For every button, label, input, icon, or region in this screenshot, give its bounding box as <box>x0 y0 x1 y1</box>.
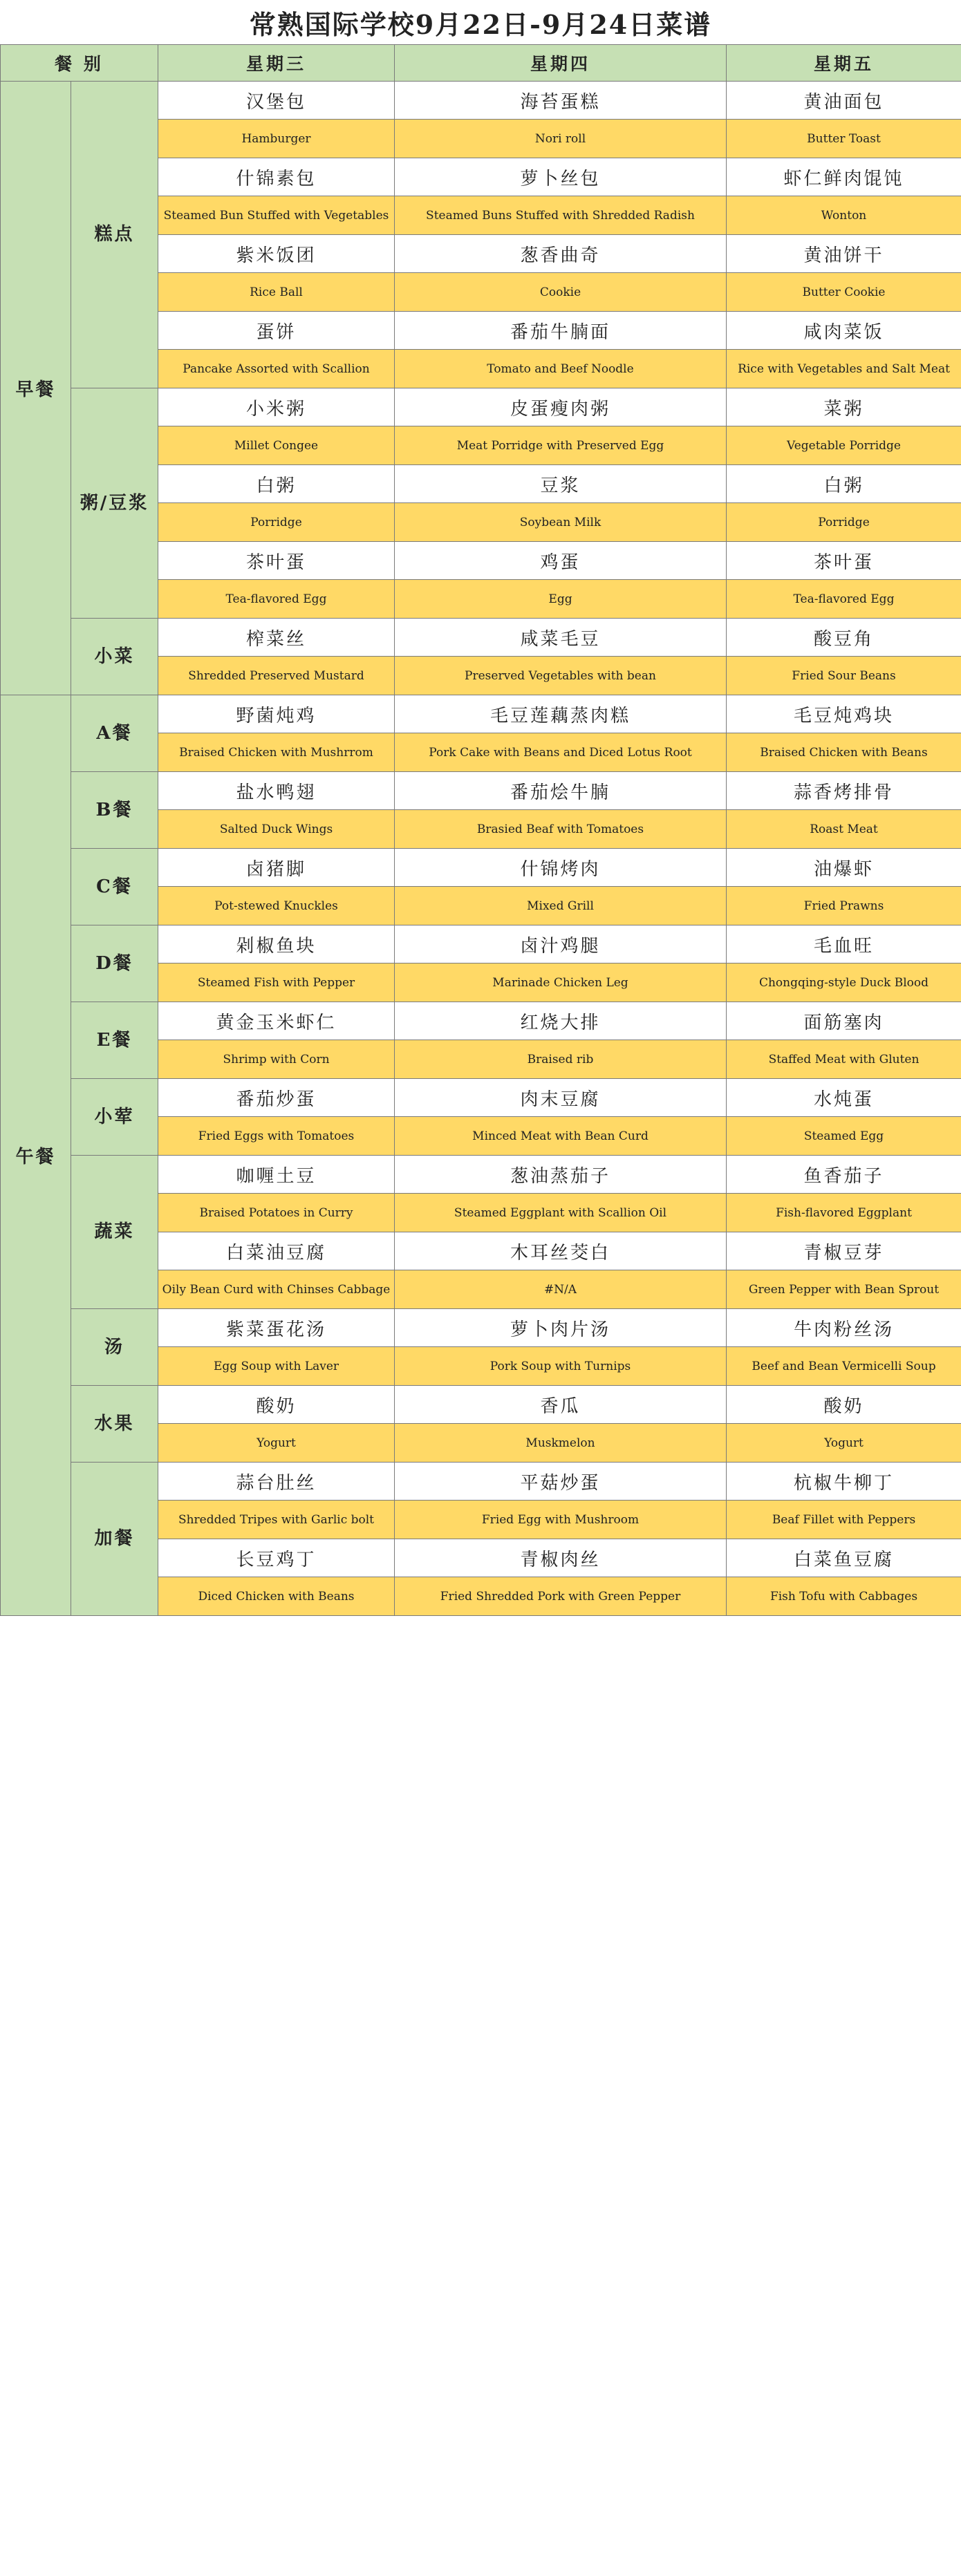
dish-name-english: Fish Tofu with Cabbages <box>727 1577 961 1616</box>
dish-row <box>1 925 961 963</box>
dish-name-english: Wonton <box>727 196 961 235</box>
dish-name: 酸奶 <box>727 1386 961 1424</box>
dish-name: 鸡蛋 <box>395 542 727 580</box>
dish-name: 卤汁鸡腿 <box>395 925 727 963</box>
dish-name-english: Soybean Milk <box>395 503 727 542</box>
dish-name-english: Staffed Meat with Gluten <box>727 1040 961 1079</box>
dish-name-english: Steamed Bun Stuffed with Vegetables <box>158 196 395 235</box>
dish-name: 榨菜丝 <box>158 619 395 657</box>
dish-name-english: Steamed Egg <box>727 1117 961 1156</box>
dish-name: 蒜香烤排骨 <box>727 772 961 810</box>
menu-table-body <box>1 45 961 1616</box>
dish-name: 毛血旺 <box>727 925 961 963</box>
dish-name-english: Porridge <box>158 503 395 542</box>
dish-name: 酸豆角 <box>727 619 961 657</box>
dish-row <box>1 388 961 426</box>
course-label: 小菜 <box>71 619 158 695</box>
dish-name: 蒜台肚丝 <box>158 1463 395 1501</box>
dish-name-english: Preserved Vegetables with bean <box>395 657 727 695</box>
dish-name-english: Pork Soup with Turnips <box>395 1347 727 1386</box>
dish-row <box>1 1463 961 1501</box>
dish-name-english: Fried Prawns <box>727 887 961 925</box>
dish-name: 毛豆炖鸡块 <box>727 695 961 733</box>
dish-name: 红烧大排 <box>395 1002 727 1040</box>
dish-name: 什锦烤肉 <box>395 849 727 887</box>
dish-name: 白粥 <box>727 465 961 503</box>
dish-name: 油爆虾 <box>727 849 961 887</box>
dish-name-english: Steamed Buns Stuffed with Shredded Radish <box>395 196 727 235</box>
dish-name-english: Porridge <box>727 503 961 542</box>
dish-name-english: Fish-flavored Eggplant <box>727 1194 961 1232</box>
dish-name-english: Shredded Preserved Mustard <box>158 657 395 695</box>
dish-name-english: Cookie <box>395 273 727 312</box>
dish-name: 卤猪脚 <box>158 849 395 887</box>
dish-name-english: Braised Potatoes in Curry <box>158 1194 395 1232</box>
dish-name-english: Chongqing-style Duck Blood <box>727 963 961 1002</box>
meal-lunch-label: 午餐 <box>1 695 71 1616</box>
dish-name: 咸菜毛豆 <box>395 619 727 657</box>
dish-name: 白粥 <box>158 465 395 503</box>
dish-row <box>1 1309 961 1347</box>
dish-name: 番茄牛腩面 <box>395 312 727 350</box>
dish-name: 长豆鸡丁 <box>158 1539 395 1577</box>
dish-name-english: Millet Congee <box>158 426 395 465</box>
dish-name: 黄油面包 <box>727 82 961 120</box>
dish-name-english: Fried Eggs with Tomatoes <box>158 1117 395 1156</box>
dish-name-english: Meat Porridge with Preserved Egg <box>395 426 727 465</box>
dish-name: 海苔蛋糕 <box>395 82 727 120</box>
dish-name: 番茄炒蛋 <box>158 1079 395 1117</box>
dish-name-english: Butter Toast <box>727 120 961 158</box>
dish-name: 平菇炒蛋 <box>395 1463 727 1501</box>
dish-name: 青椒豆芽 <box>727 1232 961 1270</box>
course-label: B餐 <box>71 772 158 849</box>
dish-name-english: Oily Bean Curd with Chinses Cabbage <box>158 1270 395 1309</box>
dish-name-english: Mixed Grill <box>395 887 727 925</box>
course-label: 水果 <box>71 1386 158 1463</box>
course-label: E餐 <box>71 1002 158 1079</box>
course-label: 蔬菜 <box>71 1156 158 1309</box>
dish-name-english: Fried Egg with Mushroom <box>395 1501 727 1539</box>
dish-name-english: Butter Cookie <box>727 273 961 312</box>
dish-name-english: Tea-flavored Egg <box>727 580 961 619</box>
dish-name: 紫菜蛋花汤 <box>158 1309 395 1347</box>
dish-name: 杭椒牛柳丁 <box>727 1463 961 1501</box>
dish-name: 水炖蛋 <box>727 1079 961 1117</box>
dish-name-english: Beef and Bean Vermicelli Soup <box>727 1347 961 1386</box>
dish-name: 皮蛋瘦肉粥 <box>395 388 727 426</box>
dish-row <box>1 82 961 120</box>
dish-name-english: #N/A <box>395 1270 727 1309</box>
dish-name: 白菜油豆腐 <box>158 1232 395 1270</box>
course-label: 加餐 <box>71 1463 158 1616</box>
dish-name: 盐水鸭翅 <box>158 772 395 810</box>
dish-name-english: Egg <box>395 580 727 619</box>
menu-table <box>0 44 961 1616</box>
header-wednesday: 星期三 <box>158 45 395 82</box>
dish-name: 毛豆莲藕蒸肉糕 <box>395 695 727 733</box>
header-meal: 餐 别 <box>1 45 158 82</box>
dish-name-english: Rice Ball <box>158 273 395 312</box>
header-thursday: 星期四 <box>395 45 727 82</box>
course-label: 汤 <box>71 1309 158 1386</box>
dish-name: 汉堡包 <box>158 82 395 120</box>
header-row <box>1 45 961 82</box>
dish-name: 咸肉菜饭 <box>727 312 961 350</box>
dish-name-english: Diced Chicken with Beans <box>158 1577 395 1616</box>
dish-name-english: Vegetable Porridge <box>727 426 961 465</box>
dish-name: 小米粥 <box>158 388 395 426</box>
dish-name: 萝卜丝包 <box>395 158 727 196</box>
dish-name: 菜粥 <box>727 388 961 426</box>
dish-name-english: Pork Cake with Beans and Diced Lotus Root <box>395 733 727 772</box>
dish-name-english: Fried Sour Beans <box>727 657 961 695</box>
dish-name-english: Tomato and Beef Noodle <box>395 350 727 388</box>
dish-name: 葱香曲奇 <box>395 235 727 273</box>
course-label: C餐 <box>71 849 158 925</box>
dish-name: 什锦素包 <box>158 158 395 196</box>
dish-name: 豆浆 <box>395 465 727 503</box>
course-label: A餐 <box>71 695 158 772</box>
dish-name: 青椒肉丝 <box>395 1539 727 1577</box>
dish-name: 番茄烩牛腩 <box>395 772 727 810</box>
dish-name-english: Yogurt <box>158 1424 395 1463</box>
dish-name: 牛肉粉丝汤 <box>727 1309 961 1347</box>
dish-name-english: Hamburger <box>158 120 395 158</box>
dish-name: 面筋塞肉 <box>727 1002 961 1040</box>
dish-name-english: Rice with Vegetables and Salt Meat <box>727 350 961 388</box>
dish-name-english: Egg Soup with Laver <box>158 1347 395 1386</box>
dish-name-english: Minced Meat with Bean Curd <box>395 1117 727 1156</box>
meal-breakfast-label: 早餐 <box>1 82 71 695</box>
header-friday: 星期五 <box>727 45 961 82</box>
course-label: 小荤 <box>71 1079 158 1156</box>
dish-name: 茶叶蛋 <box>727 542 961 580</box>
dish-name-english: Roast Meat <box>727 810 961 849</box>
dish-name: 咖喱土豆 <box>158 1156 395 1194</box>
dish-name: 鱼香茄子 <box>727 1156 961 1194</box>
course-label: 粥/豆浆 <box>71 388 158 619</box>
dish-name: 香瓜 <box>395 1386 727 1424</box>
dish-row <box>1 695 961 733</box>
dish-name: 黄油饼干 <box>727 235 961 273</box>
dish-name-english: Tea-flavored Egg <box>158 580 395 619</box>
dish-name-english: Beaf Fillet with Peppers <box>727 1501 961 1539</box>
dish-name-english: Shredded Tripes with Garlic bolt <box>158 1501 395 1539</box>
dish-name-english: Fried Shredded Pork with Green Pepper <box>395 1577 727 1616</box>
dish-name: 木耳丝茭白 <box>395 1232 727 1270</box>
dish-name-english: Marinade Chicken Leg <box>395 963 727 1002</box>
dish-name-english: Braised Chicken with Beans <box>727 733 961 772</box>
dish-name: 紫米饭团 <box>158 235 395 273</box>
dish-name: 茶叶蛋 <box>158 542 395 580</box>
course-label: 糕点 <box>71 82 158 388</box>
dish-name-english: Yogurt <box>727 1424 961 1463</box>
dish-name-english: Shrimp with Corn <box>158 1040 395 1079</box>
dish-name-english: Pancake Assorted with Scallion <box>158 350 395 388</box>
dish-row <box>1 1156 961 1194</box>
dish-name: 酸奶 <box>158 1386 395 1424</box>
dish-name: 剁椒鱼块 <box>158 925 395 963</box>
dish-name: 肉末豆腐 <box>395 1079 727 1117</box>
dish-name: 葱油蒸茄子 <box>395 1156 727 1194</box>
dish-name-english: Muskmelon <box>395 1424 727 1463</box>
course-label: D餐 <box>71 925 158 1002</box>
dish-name-english: Braised Chicken with Mushrrom <box>158 733 395 772</box>
dish-name-english: Green Pepper with Bean Sprout <box>727 1270 961 1309</box>
dish-name-english: Braised rib <box>395 1040 727 1079</box>
dish-name-english: Pot-stewed Knuckles <box>158 887 395 925</box>
dish-name: 萝卜肉片汤 <box>395 1309 727 1347</box>
dish-name-english: Steamed Fish with Pepper <box>158 963 395 1002</box>
dish-name: 黄金玉米虾仁 <box>158 1002 395 1040</box>
dish-row <box>1 1002 961 1040</box>
dish-row <box>1 1079 961 1117</box>
dish-name-english: Steamed Eggplant with Scallion Oil <box>395 1194 727 1232</box>
dish-name-english: Salted Duck Wings <box>158 810 395 849</box>
dish-name: 蛋饼 <box>158 312 395 350</box>
dish-row <box>1 619 961 657</box>
dish-row <box>1 849 961 887</box>
dish-row <box>1 1386 961 1424</box>
dish-name: 白菜鱼豆腐 <box>727 1539 961 1577</box>
dish-name-english: Brasied Beaf with Tomatoes <box>395 810 727 849</box>
page-title: 常熟国际学校9月22日-9月24日菜谱 <box>0 0 961 46</box>
dish-name: 野菌炖鸡 <box>158 695 395 733</box>
dish-name-english: Nori roll <box>395 120 727 158</box>
dish-row <box>1 772 961 810</box>
dish-name: 虾仁鲜肉馄饨 <box>727 158 961 196</box>
